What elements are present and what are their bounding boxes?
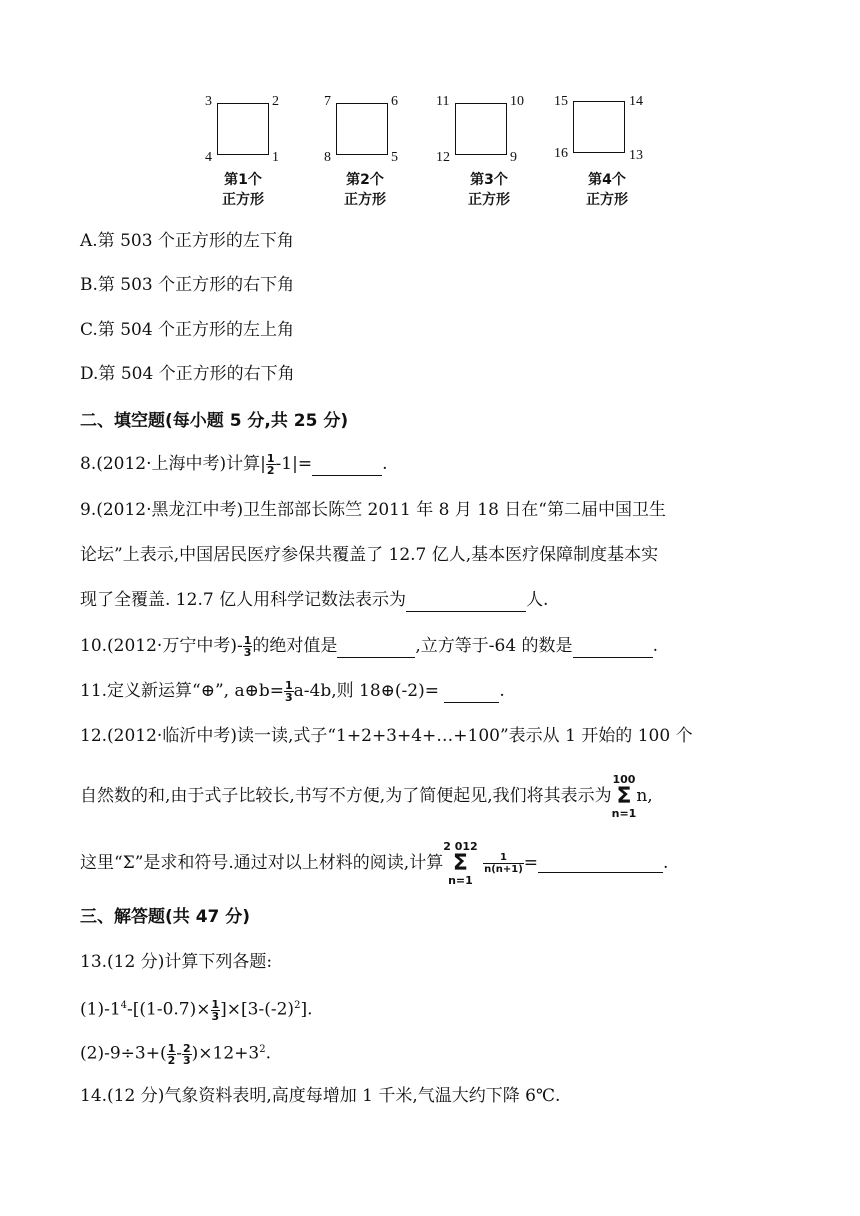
corner-label: 11 <box>436 94 450 109</box>
sum-symbol: 2 012 Σ n=1 <box>443 839 478 887</box>
sum-symbol: 100 Σ n=1 <box>611 772 637 820</box>
answer-blank <box>538 854 663 873</box>
question-9-line-1: 9.(2012·黑龙江中考)卫生部部长陈竺 2011 年 8 月 18 日在“第二届中国卫生 <box>80 500 666 520</box>
fraction: $\frac{1}{2}$ <box>167 1041 176 1067</box>
question-9-line-3: 现了全覆盖. 12.7 亿人用科学记数法表示为 人. <box>80 590 549 610</box>
corner-label: 3 <box>205 94 212 109</box>
fraction: $\frac{1}{n(n+1)}$ <box>484 852 523 875</box>
option-a: A.第 503 个正方形的左下角 <box>80 231 294 251</box>
question-14: 14.(12 分)气象资料表明,高度每增加 1 千米,气温大约下降 6℃. <box>80 1086 561 1106</box>
square-caption: 第1个 正方形 <box>222 172 264 208</box>
fraction: $\frac{1}{3}$ <box>211 997 220 1023</box>
square-2 <box>336 103 388 155</box>
fraction: $\frac{1}{3}$ <box>243 634 252 659</box>
question-9-line-2: 论坛”上表示,中国居民医疗参保共覆盖了 12.7 亿人,基本医疗保障制度基本实 <box>80 545 659 565</box>
corner-label: 7 <box>324 94 331 109</box>
question-8: 8.(2012·上海中考)计算| $\frac{1}{2}$ -1|= . <box>80 452 388 477</box>
fraction: $\frac{2}{3}$ <box>182 1041 191 1067</box>
corner-label: 6 <box>391 94 398 109</box>
corner-label: 8 <box>324 150 331 165</box>
corner-label: 12 <box>436 150 450 165</box>
answer-blank <box>312 457 382 476</box>
answer-blank <box>444 684 499 703</box>
square-1 <box>217 103 269 155</box>
option-b: B.第 503 个正方形的右下角 <box>80 275 295 295</box>
square-caption: 第4个 正方形 <box>586 172 628 208</box>
corner-label: 4 <box>205 150 212 165</box>
option-c: C.第 504 个正方形的左上角 <box>80 320 295 340</box>
square-caption: 第2个 正方形 <box>344 172 386 208</box>
fraction: $\frac{1}{3}$ <box>284 679 293 704</box>
answer-blank <box>406 593 526 612</box>
corner-label: 9 <box>510 150 517 165</box>
question-13-title: 13.(12 分)计算下列各题: <box>80 952 273 972</box>
square-3 <box>455 103 507 155</box>
fraction: $\frac{1}{2}$ <box>266 452 275 477</box>
question-12-line-3: 这里“Σ”是求和符号.通过对以上材料的阅读,计算 2 012 Σ n=1 $\frac{1}{n(n+1)}$ = . <box>80 839 669 887</box>
square-4 <box>573 101 625 153</box>
corner-label: 5 <box>391 150 398 165</box>
corner-label: 10 <box>510 94 524 109</box>
corner-label: 13 <box>629 148 643 163</box>
section-title-fill-in: 二、填空题(每小题 5 分,共 25 分) <box>80 411 349 431</box>
question-13-part-2: (2)-9÷3+( $\frac{1}{2}$ - $\frac{2}{3}$ )$\times 12+3^2$. <box>80 1041 271 1067</box>
question-10: 10.(2012·万宁中考)- $\frac{1}{3}$ 的绝对值是 ,立方等于-64 的数是 . <box>80 634 658 659</box>
question-11: 11.定义新运算“⊕”, a⊕b= $\frac{1}{3}$ a-4b,则 18⊕(-2)= . <box>80 679 505 704</box>
corner-label: 16 <box>554 146 568 161</box>
option-d: D.第 504 个正方形的右下角 <box>80 364 295 384</box>
question-13-part-1: $(1)-1^4-[(1-0.7)\times$ $\frac{1}{3}$ ]$\times[3-(-2)^2]$. <box>80 997 313 1023</box>
corner-label: 1 <box>272 150 279 165</box>
question-12-line-2: 自然数的和,由于式子比较长,书写不方便,为了简便起见,我们将其表示为 100 Σ n=1 n, <box>80 772 653 820</box>
corner-label: 15 <box>554 94 568 109</box>
question-12-line-1: 12.(2012·临沂中考)读一读,式子“1+2+3+4+…+100”表示从 1 开始的 100 个 <box>80 726 693 746</box>
corner-label: 2 <box>272 94 279 109</box>
corner-label: 14 <box>629 94 643 109</box>
answer-blank <box>573 639 653 658</box>
section-title-solve: 三、解答题(共 47 分) <box>80 907 251 927</box>
square-caption: 第3个 正方形 <box>468 172 510 208</box>
answer-blank <box>337 639 415 658</box>
